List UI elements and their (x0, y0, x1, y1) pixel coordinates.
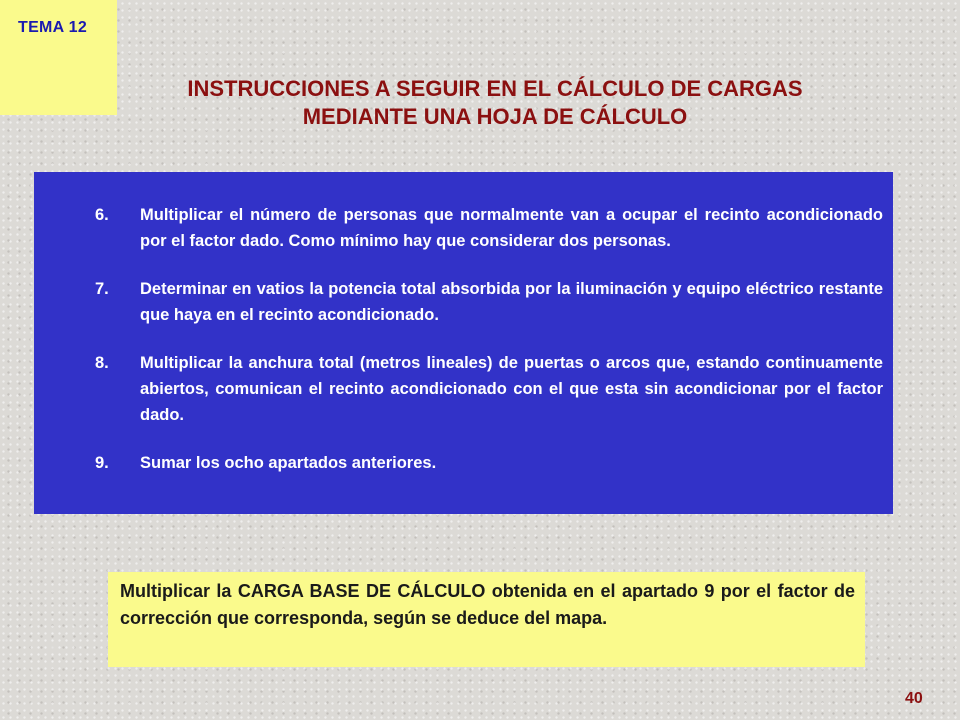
slide-title-line-1: INSTRUCCIONES A SEGUIR EN EL CÁLCULO DE CARGAS (187, 76, 803, 101)
instruction-number: 9. (95, 454, 109, 472)
instruction-number: 8. (95, 354, 109, 372)
instruction-text: Sumar los ocho apartados anteriores. (140, 454, 437, 472)
instruction-text: Multiplicar la anchura total (metros lineales) de puertas o arcos que, estando continuamente abiertos, comunican el recinto acondicionado con el que esta sin acondicionar por el factor dado. (140, 354, 883, 424)
instruction-item (95, 202, 883, 254)
instruction-text: Multiplicar el número de personas que normalmente van a ocupar el recinto acondicionado por el factor dado. Como mínimo hay que considerar dos personas. (140, 206, 883, 250)
instruction-item (95, 450, 883, 476)
instructions-panel (34, 172, 893, 514)
page-number: 40 (905, 690, 923, 707)
instruction-number: 7. (95, 280, 109, 298)
topic-label: TEMA 12 (18, 19, 88, 36)
instruction-item (95, 350, 883, 428)
instruction-text: Determinar en vatios la potencia total absorbida por la iluminación y equipo eléctrico restante que haya en el recinto acondicionado. (140, 280, 883, 324)
correction-note: Multiplicar la CARGA BASE DE CÁLCULO obtenida en el apartado 9 por el factor de corrección que corresponda, según se deduce del mapa. (108, 572, 865, 667)
slide-title-line-2: MEDIANTE UNA HOJA DE CÁLCULO (302, 104, 688, 129)
instruction-item (95, 276, 883, 328)
instruction-number: 6. (95, 206, 109, 224)
slide-title (100, 75, 890, 131)
